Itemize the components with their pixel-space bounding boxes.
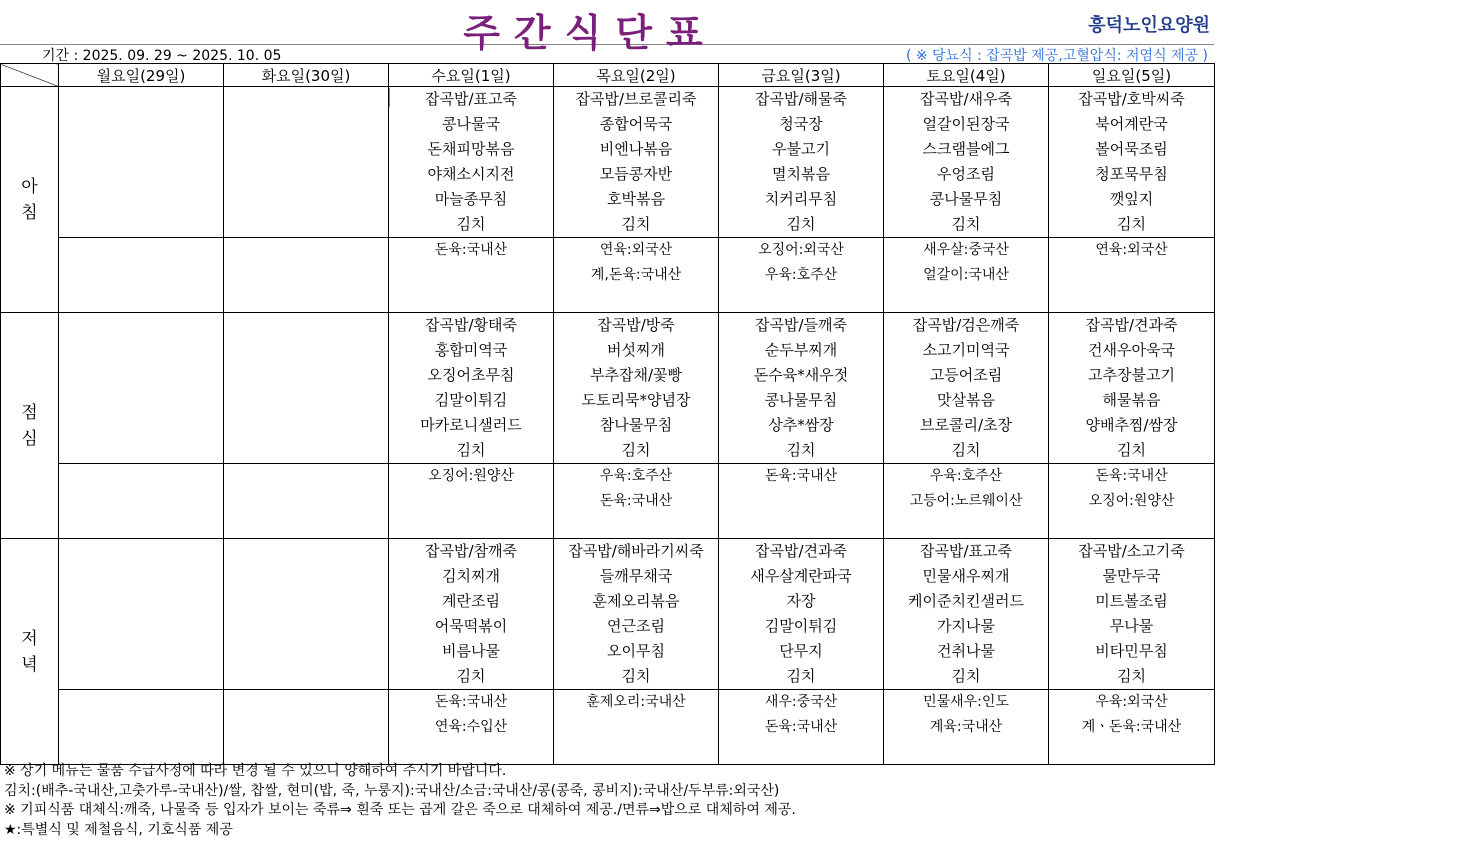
menu-item: 계란조림: [442, 592, 500, 610]
menu-item: 비름나물: [442, 642, 500, 660]
page-title: 주간식단표: [463, 11, 717, 55]
menu-item: 김치: [951, 215, 981, 233]
menu-item: 고등어조림: [929, 366, 1003, 384]
origin-item: 고등어:노르웨이산: [909, 493, 1023, 509]
menu-item: 김치: [951, 441, 981, 459]
menu-cell: [59, 313, 224, 464]
footer-note: ※ 상기 메뉴는 물품 수급사정에 따라 변경 될 수 있으니 양해하여 주시기 바랍니다.: [4, 763, 507, 779]
menu-item: 깻잎지: [1109, 190, 1154, 208]
menu-item: 잡곡밥/참깨죽: [425, 542, 517, 560]
menu-item: 물만두국: [1102, 567, 1161, 585]
menu-cell: [554, 539, 719, 690]
origin-item: 계육:국내산: [929, 719, 1003, 735]
menu-item: 참나물무침: [599, 416, 673, 434]
menu-item: 무나물: [1109, 617, 1154, 635]
origin-cell: [1049, 238, 1215, 313]
menu-cell: [59, 87, 224, 238]
menu-item: 오이무침: [607, 642, 665, 660]
footer-notes: [4, 762, 796, 840]
origin-item: 돈육:국내산: [434, 242, 508, 258]
meal-body: [1, 87, 1215, 765]
corner-cell: [1, 64, 59, 87]
menu-item: 북어계란국: [1095, 115, 1168, 133]
day-header: 수요일(1일): [389, 64, 554, 87]
menu-item: 호박볶음: [607, 190, 665, 208]
menu-item: 콩나물무침: [929, 190, 1003, 208]
menu-cell: [389, 313, 554, 464]
meal-label: 아 침: [1, 87, 59, 313]
title-row: [0, 0, 1214, 55]
origin-item: 민물새우:인도: [923, 694, 1009, 710]
menu-item: 잡곡밥/견과죽: [1085, 316, 1178, 334]
menu-item: 건새우아욱국: [1088, 341, 1175, 359]
origin-item: 우육:호주산: [929, 468, 1003, 484]
menu-item: 종합어묵국: [599, 115, 673, 133]
menu-item: 상추*쌈장: [768, 416, 834, 434]
day-header: 화요일(30일): [224, 64, 389, 87]
menu-item: 가지나물: [937, 617, 995, 635]
menu-item: 잡곡밥/방죽: [597, 316, 675, 334]
menu-item: 얼갈이된장국: [922, 115, 1010, 133]
day-header: 일요일(5일): [1049, 64, 1215, 87]
origin-item: 얼갈이:국내산: [923, 267, 1009, 283]
menu-item: 김말이튀김: [434, 391, 508, 409]
menu-item: 잡곡밥/호박씨죽: [1078, 90, 1185, 108]
menu-item: 잡곡밥/검은깨죽: [912, 316, 1020, 334]
menu-cell: [719, 313, 884, 464]
origin-item: 돈육:국내산: [764, 468, 838, 484]
origin-item: 계,돈육:국내산: [590, 267, 682, 283]
menu-item: 잡곡밥/해물죽: [755, 90, 847, 108]
menu-item: 어묵떡볶이: [434, 617, 508, 635]
menu-row: [1, 539, 1215, 690]
origin-item: 오징어:원양산: [428, 468, 514, 484]
origin-cell: [389, 464, 554, 539]
menu-item: 치커리무침: [764, 190, 838, 208]
origin-item: 연육:외국산: [1095, 242, 1168, 258]
origin-cell: [59, 464, 224, 539]
meal-label: 점 심: [1, 313, 59, 539]
menu-cell: [224, 539, 389, 690]
menu-item: 고추장불고기: [1088, 366, 1175, 384]
menu-item: 김치찌개: [442, 567, 500, 585]
footer-note: ※ 기피식품 대체식:깨죽, 나물죽 등 입자가 보이는 죽류⇒ 흰죽 또는 곱게 갈은 죽으로 대체하여 제공./면류⇒밥으로 대체하여 제공.: [4, 802, 796, 818]
menu-cell: [719, 539, 884, 690]
menu-item: 스크램블에그: [922, 140, 1010, 158]
origin-item: 훈제오리:국내산: [586, 694, 686, 710]
menu-item: 비엔나볶음: [599, 140, 673, 158]
origin-row: [1, 690, 1215, 765]
menu-cell: [554, 87, 719, 238]
menu-item: 마늘종무침: [434, 190, 508, 208]
menu-item: 우불고기: [772, 140, 830, 158]
origin-cell: [719, 690, 884, 765]
origin-cell: [224, 690, 389, 765]
organization-name: 흥덕노인요양원: [1088, 15, 1210, 36]
origin-cell: [884, 464, 1049, 539]
origin-cell: [554, 238, 719, 313]
menu-item: 잡곡밥/브로콜리죽: [575, 90, 697, 108]
menu-item: 김치: [786, 215, 816, 233]
origin-cell: [1049, 464, 1215, 539]
origin-item: 우육:호주산: [764, 267, 838, 283]
footer-note: 김치:(배추-국내산,고춧가루-국내산)/쌀, 찹쌀, 현미(밥, 죽, 누룽지):국내산/소금:국내산/콩(콩죽, 콩비지):국내산/두부류:외국산): [4, 782, 780, 799]
menu-item: 케이준치킨샐러드: [908, 592, 1024, 610]
origin-item: 돈육:국내산: [1095, 468, 1168, 484]
menu-item: 순두부찌개: [764, 341, 838, 359]
menu-item: 홍합미역국: [434, 341, 508, 359]
menu-cell: [1049, 539, 1215, 690]
menu-item: 잡곡밥/황태죽: [425, 316, 517, 334]
menu-item: 잡곡밥/새우죽: [920, 90, 1012, 108]
menu-item: 볼어묵조림: [1095, 140, 1168, 158]
menu-item: 김치: [456, 667, 486, 685]
origin-cell: [554, 690, 719, 765]
menu-item: 우엉조림: [937, 165, 995, 183]
menu-cell: [1049, 313, 1215, 464]
menu-item: 김치: [456, 441, 486, 459]
menu-item: 잡곡밥/표고죽: [920, 542, 1012, 560]
menu-cell: [389, 87, 554, 238]
origin-item: 오징어:외국산: [758, 242, 844, 258]
meal-label: 저 녁: [1, 539, 59, 765]
origin-cell: [224, 238, 389, 313]
day-header: 토요일(4일): [884, 64, 1049, 87]
menu-item: 부추잡채/꽃빵: [590, 366, 682, 384]
origin-row: [1, 238, 1215, 313]
menu-item: 야채소시지전: [427, 165, 515, 183]
menu-item: 오징어초무침: [427, 366, 515, 384]
menu-table: [0, 63, 1215, 765]
menu-item: 잡곡밥/해바라기씨죽: [568, 542, 704, 560]
menu-item: 김말이튀김: [764, 617, 838, 635]
origin-item: 돈육:국내산: [434, 694, 508, 710]
origin-item: 돈육:국내산: [764, 719, 838, 735]
menu-row: [1, 313, 1215, 464]
origin-cell: [719, 238, 884, 313]
origin-cell: [719, 464, 884, 539]
origin-cell: [884, 238, 1049, 313]
menu-item: 콩나물국: [442, 115, 500, 133]
menu-item: 청국장: [779, 115, 823, 133]
menu-cell: [719, 87, 884, 238]
menu-cell: [1049, 87, 1215, 238]
menu-item: 잡곡밥/견과죽: [755, 542, 847, 560]
menu-cell: [224, 87, 389, 238]
menu-item: 돈수육*새우젓: [753, 366, 849, 384]
menu-item: 김치: [1117, 215, 1146, 233]
origin-cell: [389, 690, 554, 765]
menu-item: 자장: [786, 592, 816, 610]
menu-item: 김치: [621, 441, 651, 459]
menu-cell: [554, 313, 719, 464]
menu-cell: [884, 313, 1049, 464]
menu-item: 멸치볶음: [772, 165, 830, 183]
origin-cell: [389, 238, 554, 313]
menu-cell: [59, 539, 224, 690]
origin-cell: [59, 690, 224, 765]
origin-cell: [554, 464, 719, 539]
menu-item: 모듬콩자반: [599, 165, 673, 183]
origin-item: 계ㆍ돈육:국내산: [1081, 719, 1182, 735]
menu-cell: [884, 87, 1049, 238]
menu-item: 도토리묵*양념장: [581, 391, 691, 409]
menu-item: 소고기미역국: [922, 341, 1010, 359]
header-row: [1, 64, 1215, 87]
origin-item: 돈육:국내산: [599, 493, 673, 509]
menu-item: 해물볶음: [1102, 391, 1161, 409]
menu-item: 잡곡밥/소고기죽: [1078, 542, 1185, 560]
period-text: 기간 : 2025. 09. 29 ~ 2025. 10. 05: [42, 48, 282, 64]
menu-item: 맛살볶음: [937, 391, 995, 409]
origin-item: 연육:수입산: [434, 719, 508, 735]
origin-cell: [1049, 690, 1215, 765]
menu-item: 훈제오리볶음: [592, 592, 680, 610]
day-header: 목요일(2일): [554, 64, 719, 87]
footer-note: ★:특별식 및 제철음식, 기호식품 제공: [4, 821, 233, 838]
menu-item: 청포묵무침: [1095, 165, 1168, 183]
origin-item: 새우살:중국산: [923, 242, 1009, 258]
origin-item: 연육:외국산: [599, 242, 673, 258]
menu-item: 콩나물무침: [764, 391, 838, 409]
menu-item: 브로콜리/초장: [920, 416, 1012, 434]
menu-item: 김치: [621, 667, 651, 685]
menu-item: 돈채피망볶음: [427, 140, 515, 158]
origin-cell: [59, 238, 224, 313]
menu-item: 김치: [786, 441, 816, 459]
menu-item: 김치: [951, 667, 981, 685]
origin-cell: [884, 690, 1049, 765]
menu-item: 김치: [621, 215, 651, 233]
menu-cell: [224, 313, 389, 464]
menu-item: 김치: [1117, 441, 1146, 459]
menu-item: 잡곡밥/표고죽: [425, 90, 517, 108]
menu-item: 김치: [1117, 667, 1146, 685]
day-header: 월요일(29일): [59, 64, 224, 87]
menu-item: 들깨무채국: [599, 567, 673, 585]
menu-item: 새우살계란파국: [750, 567, 852, 585]
day-header: 금요일(3일): [719, 64, 884, 87]
menu-row: [1, 87, 1215, 238]
menu-item: 연근조림: [607, 617, 665, 635]
origin-item: 우육:호주산: [599, 468, 673, 484]
menu-item: 단무지: [779, 642, 823, 660]
origin-item: 새우:중국산: [764, 694, 838, 710]
origin-cell: [224, 464, 389, 539]
menu-item: 건취나물: [937, 642, 995, 660]
menu-item: 김치: [786, 667, 816, 685]
menu-item: 버섯찌개: [607, 341, 665, 359]
origin-item: 우육:외국산: [1095, 694, 1168, 710]
menu-item: 민물새우찌개: [922, 567, 1010, 585]
menu-item: 미트볼조림: [1095, 592, 1168, 610]
period-row: [0, 44, 1214, 63]
menu-item: 잡곡밥/들깨죽: [755, 316, 847, 334]
menu-item: 김치: [456, 215, 486, 233]
menu-item: 비타민무침: [1095, 642, 1168, 660]
menu-item: 양배추찜/쌈장: [1085, 416, 1178, 434]
menu-item: 마카로니샐러드: [420, 416, 522, 434]
menu-cell: [884, 539, 1049, 690]
menu-cell: [389, 539, 554, 690]
diet-note: ( ※ 당뇨식 : 잡곡밥 제공,고혈압식: 저염식 제공 ): [905, 48, 1208, 64]
origin-row: [1, 464, 1215, 539]
origin-item: 오징어:원양산: [1088, 493, 1175, 509]
